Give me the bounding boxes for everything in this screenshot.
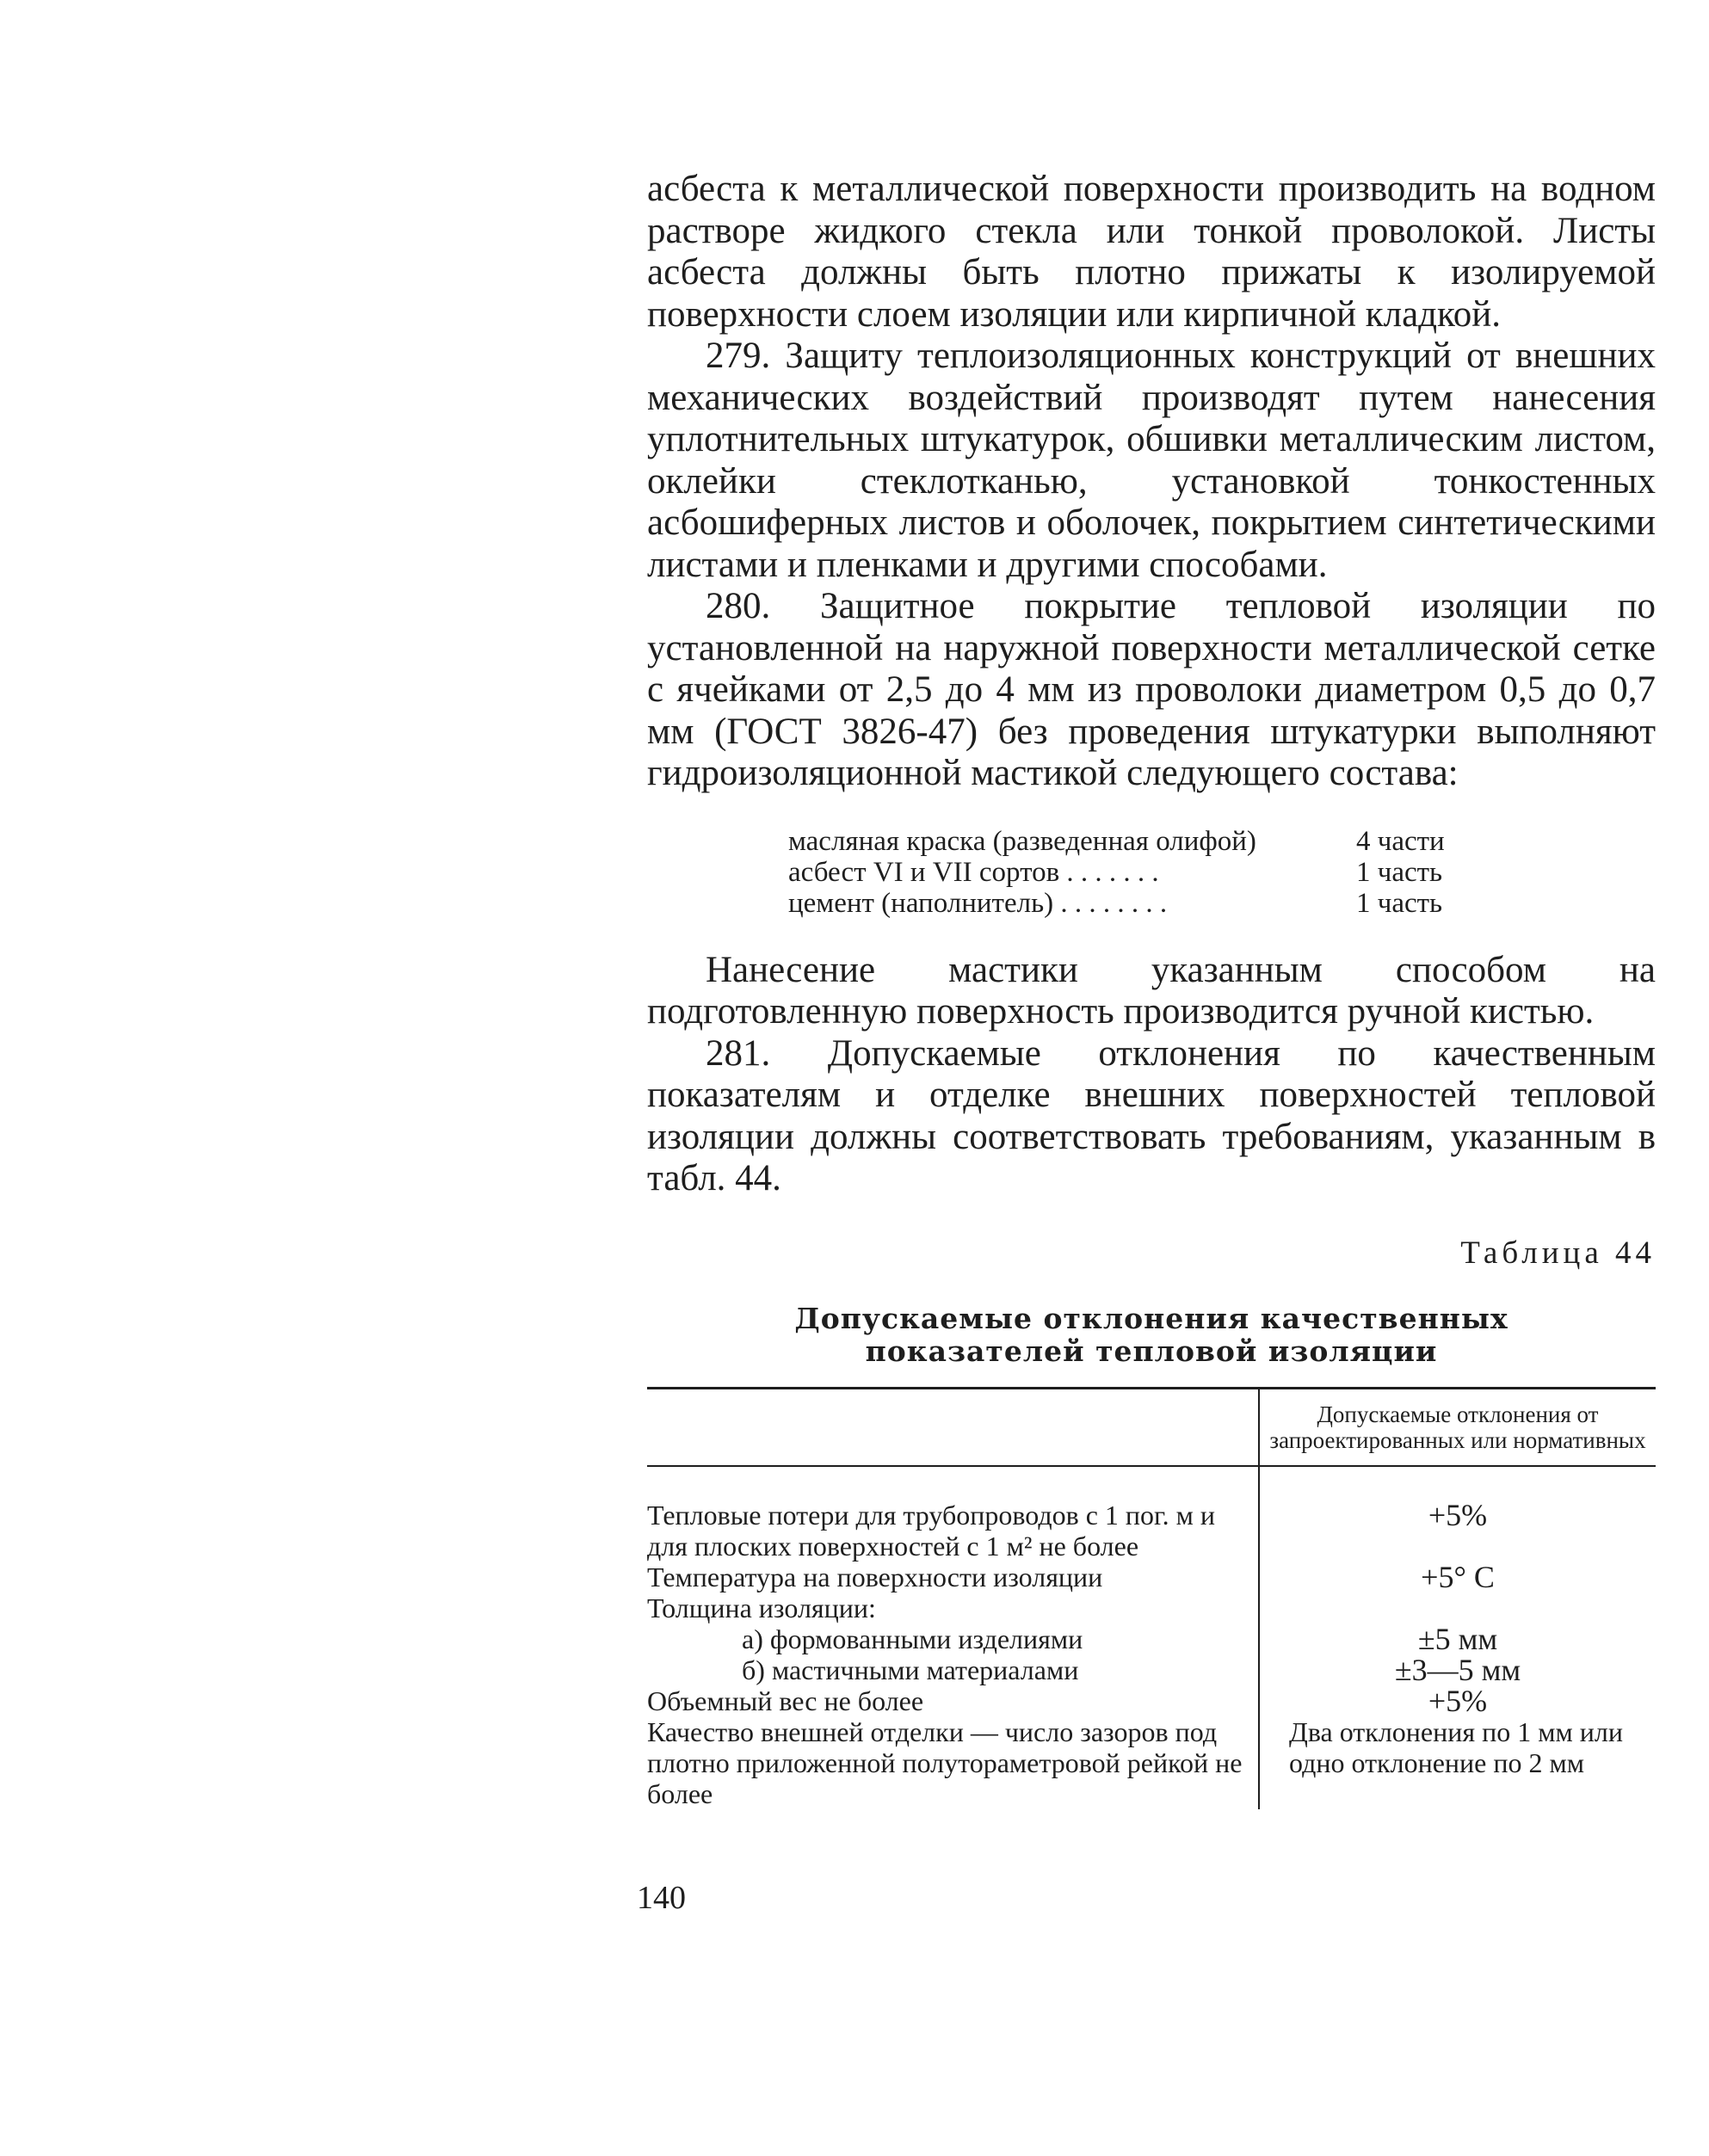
header-deviation: Допускаемые отклонения от запроектированных или нормативных (1259, 1389, 1656, 1466)
mixture-component: масляная краска (разведенная олифой) (788, 825, 1256, 857)
row-parameter: а) формованными изделиями (742, 1623, 1083, 1654)
row-deviation: ±3—5 мм (1259, 1654, 1656, 1685)
page-number: 140 (637, 1880, 686, 1916)
mixture-component: цемент (наполнитель) . . . . . . . . (788, 887, 1168, 919)
mixture-row (788, 826, 1477, 857)
paragraph-continuation: асбеста к металлической поверхности производить на водном растворе жидкого стекла или тонкой проволокой. Листы асбеста должны быть плотно прижаты к изолируемой поверхности слоем изоляции или кирпичной кладкой. (647, 169, 1656, 335)
table-row (647, 1466, 1656, 1562)
mixture-row (788, 857, 1477, 888)
header-parameter (647, 1389, 1259, 1466)
row-parameter: Объемный вес не более (647, 1685, 924, 1716)
table-row (647, 1592, 1656, 1623)
table-title-line: Допускаемые отклонения качественных (794, 1301, 1508, 1335)
row-deviation: +5% (1259, 1685, 1656, 1716)
row-parameter: б) мастичными материалами (742, 1654, 1079, 1685)
paragraph-application: Нанесение мастики указанным способом на подготовленную поверхность производится ручной кистью. (647, 949, 1656, 1032)
table-title (647, 1303, 1656, 1368)
table-header-row (647, 1389, 1656, 1466)
mixture-amount: 1 часть (1356, 856, 1443, 888)
table-row (647, 1654, 1656, 1685)
table-label: Таблица 44 (1460, 1235, 1656, 1271)
paragraph-279: 279. Защиту теплоизоляционных конструкций от внешних механических воздействий производят путем нанесения уплотнительных штукатурок, обшивки металлическим листом, оклейки стеклотканью, установкой тонкостенных асбошиферных листов и оболочек, покрытием синтетическими листами и пленками и другими способами. (647, 336, 1656, 585)
table-row (647, 1562, 1656, 1592)
row-deviation: +5° С (1259, 1562, 1656, 1592)
row-deviation: ±5 мм (1259, 1623, 1656, 1654)
row-parameter: Тепловые потери для трубопроводов с 1 пог. м и для плоских поверхностей с 1 м² не более (647, 1499, 1215, 1562)
table-row (647, 1685, 1656, 1716)
mixture-amount: 4 части (1356, 825, 1445, 857)
text-column (647, 169, 1656, 1809)
mixture-row (788, 888, 1477, 919)
table-row (647, 1623, 1656, 1654)
row-parameter: Температура на поверхности изоляции (647, 1561, 1103, 1592)
mixture-component: асбест VI и VII сортов . . . . . . . (788, 856, 1159, 888)
mixture-amount: 1 часть (1356, 887, 1443, 919)
row-deviation: +5% (1259, 1466, 1656, 1562)
row-parameter: Толщина изоляции: (647, 1592, 876, 1623)
row-deviation: Два отклонения по 1 мм или одно отклонение по 2 мм (1259, 1716, 1656, 1809)
paragraph-280: 280. Защитное покрытие тепловой изоляции по установленной на наружной поверхности металлической сетке с ячейками от 2,5 до 4 мм из проволоки диаметром 0,5 до 0,7 мм (ГОСТ 3826-47) без проведения штукатурки выполняют гидроизоляционной мастикой следующего состава: (647, 586, 1656, 793)
row-deviation (1259, 1592, 1656, 1623)
table-row (647, 1716, 1656, 1809)
deviation-table (647, 1387, 1656, 1809)
paragraph-281: 281. Допускаемые отклонения по качественным показателям и отделке внешних поверхностей тепловой изоляции должны соответствовать требованиям, указанным в табл. 44. (647, 1032, 1656, 1198)
row-parameter: Качество внешней отделки — число зазоров под плотно приложенной полутораметровой рейкой не более (647, 1716, 1243, 1809)
table-title-line: показателей тепловой изоляции (865, 1334, 1438, 1368)
mastic-composition-list (788, 826, 1477, 919)
